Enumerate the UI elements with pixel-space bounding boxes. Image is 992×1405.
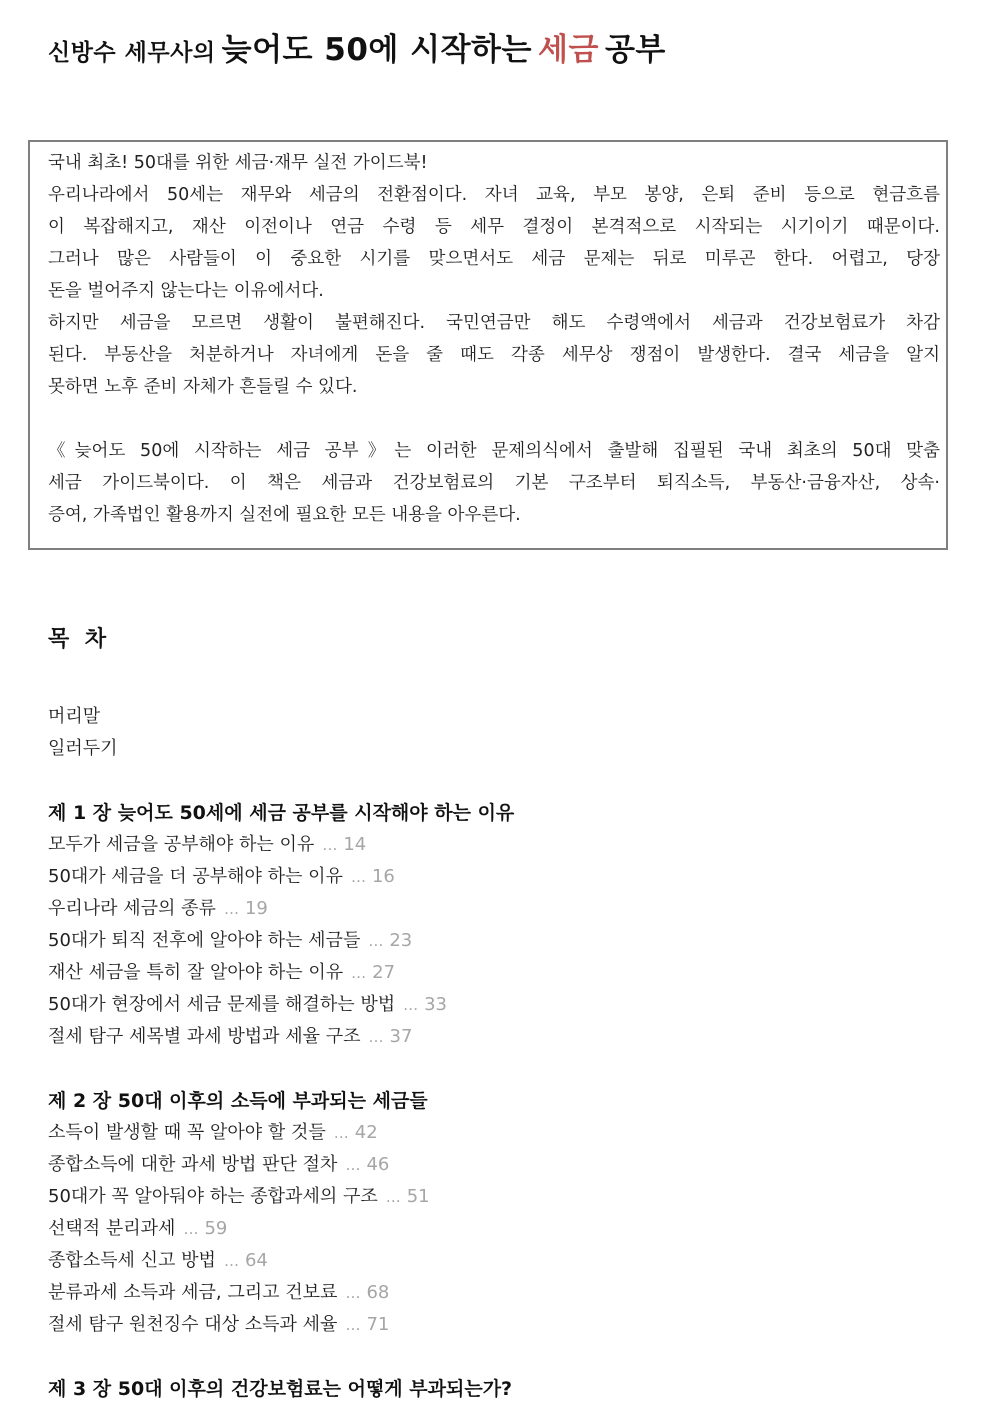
intro-line: 된다. 부동산을 처분하거나 자녀에게 돈을 줄 때도 각종 세무상 쟁점이 발생한다. 결국 세금을 알지 [48,345,940,365]
intro-spacer [48,403,940,435]
toc-leader: … [333,1124,349,1142]
page-title [48,24,666,69]
toc-item-label: 50대가 퇴직 전후에 알아야 하는 세금들 [48,930,361,951]
toc-front-matter-item[interactable]: 일러두기 [48,738,118,759]
toc-leader: … [345,1316,361,1334]
toc-page-number: 33 [424,994,448,1015]
toc-page-number: 46 [366,1154,390,1175]
toc-item[interactable] [48,1309,948,1341]
toc-page-number: 27 [372,962,396,983]
toc-leader: … [223,900,239,918]
toc-item-label: 소득이 발생할 때 꼭 알아야 할 것들 [48,1122,326,1143]
chapter-title[interactable]: 제 1 장 늦어도 50세에 세금 공부를 시작해야 하는 이유 [48,802,515,824]
toc-chapter-2 [48,1085,948,1341]
toc-item-label: 재산 세금을 특히 잘 알아야 하는 이유 [48,962,344,983]
intro-line: 돈을 벌어주지 않는다는 이유에서다. [48,281,324,301]
toc-item[interactable] [48,989,948,1021]
toc-page-number: 16 [371,866,395,887]
chapter-title[interactable]: 제 3 장 50대 이후의 건강보험료는 어떻게 부과되는가? [48,1378,513,1400]
title-suffix: 공부 [604,32,666,68]
toc-item-label: 종합소득세 신고 방법 [48,1250,216,1271]
toc-leader: … [322,836,338,854]
toc-page-number: 42 [354,1122,378,1143]
toc-leader: … [351,964,367,982]
toc-page-number: 64 [244,1250,268,1271]
toc-item-label: 종합소득에 대한 과세 방법 판단 절차 [48,1154,338,1175]
intro-line: 세금 가이드북이다. 이 책은 세금과 건강보험료의 기본 구조부터 퇴직소득, 부동산·금융자산, 상속· [48,473,940,493]
toc-leader: … [368,1028,384,1046]
toc-chapter-3 [48,1373,948,1405]
toc-item[interactable] [48,1181,948,1213]
toc-item[interactable] [48,1149,948,1181]
toc-item-label: 50대가 세금을 더 공부해야 하는 이유 [48,866,343,887]
toc-item[interactable] [48,1213,948,1245]
intro-line: 못하면 노후 준비 자체가 흔들릴 수 있다. [48,377,358,397]
toc-item-label: 모두가 세금을 공부해야 하는 이유 [48,834,315,855]
toc-item[interactable] [48,1277,948,1309]
chapter-title[interactable]: 제 2 장 50대 이후의 소득에 부과되는 세금들 [48,1090,428,1112]
title-main: 늦어도 50에 시작하는 [221,32,532,68]
title-author-prefix: 신방수 세무사의 [48,40,216,66]
toc-leader: … [385,1188,401,1206]
toc-item[interactable] [48,1245,948,1277]
toc-page-number: 37 [389,1026,413,1047]
intro-line: 그러나 많은 사람들이 이 중요한 시기를 맞으면서도 세금 문제는 뒤로 미루곤 한다. 어렵고, 당장 [48,249,940,269]
toc-item[interactable] [48,861,948,893]
toc-page-number: 71 [366,1314,390,1335]
toc-item-label: 절세 탐구 원천징수 대상 소득과 세율 [48,1314,338,1335]
toc-item-label: 분류과세 소득과 세금, 그리고 건보료 [48,1282,338,1303]
toc-item[interactable] [48,925,948,957]
toc-page-number: 51 [406,1186,430,1207]
table-of-contents [48,624,948,1405]
intro-line: 《늦어도 50에 시작하는 세금 공부》는 이러한 문제의식에서 출발해 집필된 국내 최초의 50대 맞춤 [48,441,940,461]
toc-item-label: 절세 탐구 세목별 과세 방법과 세율 구조 [48,1026,361,1047]
intro-line: 증여, 가족법인 활용까지 실전에 필요한 모든 내용을 아우른다. [48,505,521,525]
toc-page-number: 14 [343,834,367,855]
toc-leader: … [350,868,366,886]
toc-leader: … [345,1284,361,1302]
toc-item-label: 50대가 꼭 알아둬야 하는 종합과세의 구조 [48,1186,378,1207]
toc-item[interactable] [48,829,948,861]
intro-line: 국내 최초! 50대를 위한 세금·재무 실전 가이드북! [48,153,428,173]
toc-page-number: 68 [366,1282,390,1303]
toc-chapter-1 [48,797,948,1053]
toc-item-label: 선택적 분리과세 [48,1218,176,1239]
title-accent: 세금 [538,32,599,68]
toc-page-number: 19 [244,898,268,919]
toc-item[interactable] [48,1117,948,1149]
toc-leader: … [368,932,384,950]
intro-line: 이 복잡해지고, 재산 이전이나 연금 수령 등 세무 결정이 본격적으로 시작되는 시기이기 때문이다. [48,217,940,237]
toc-page-number: 23 [389,930,413,951]
toc-item-label: 우리나라 세금의 종류 [48,898,216,919]
toc-heading: 목 차 [48,627,111,652]
toc-item[interactable] [48,893,948,925]
toc-leader: … [223,1252,239,1270]
toc-item[interactable] [48,957,948,989]
toc-leader: … [345,1156,361,1174]
intro-box [28,140,948,550]
toc-item[interactable] [48,1021,948,1053]
toc-item-label: 50대가 현장에서 세금 문제를 해결하는 방법 [48,994,396,1015]
toc-leader: … [183,1220,199,1238]
toc-front-matter-item[interactable]: 머리말 [48,706,101,727]
toc-leader: … [403,996,419,1014]
intro-line: 우리나라에서 50세는 재무와 세금의 전환점이다. 자녀 교육, 부모 봉양, 은퇴 준비 등으로 현금흐름 [48,185,940,205]
intro-line: 하지만 세금을 모르면 생활이 불편해진다. 국민연금만 해도 수령액에서 세금과 건강보험료가 차감 [48,313,940,333]
toc-page-number: 59 [204,1218,228,1239]
